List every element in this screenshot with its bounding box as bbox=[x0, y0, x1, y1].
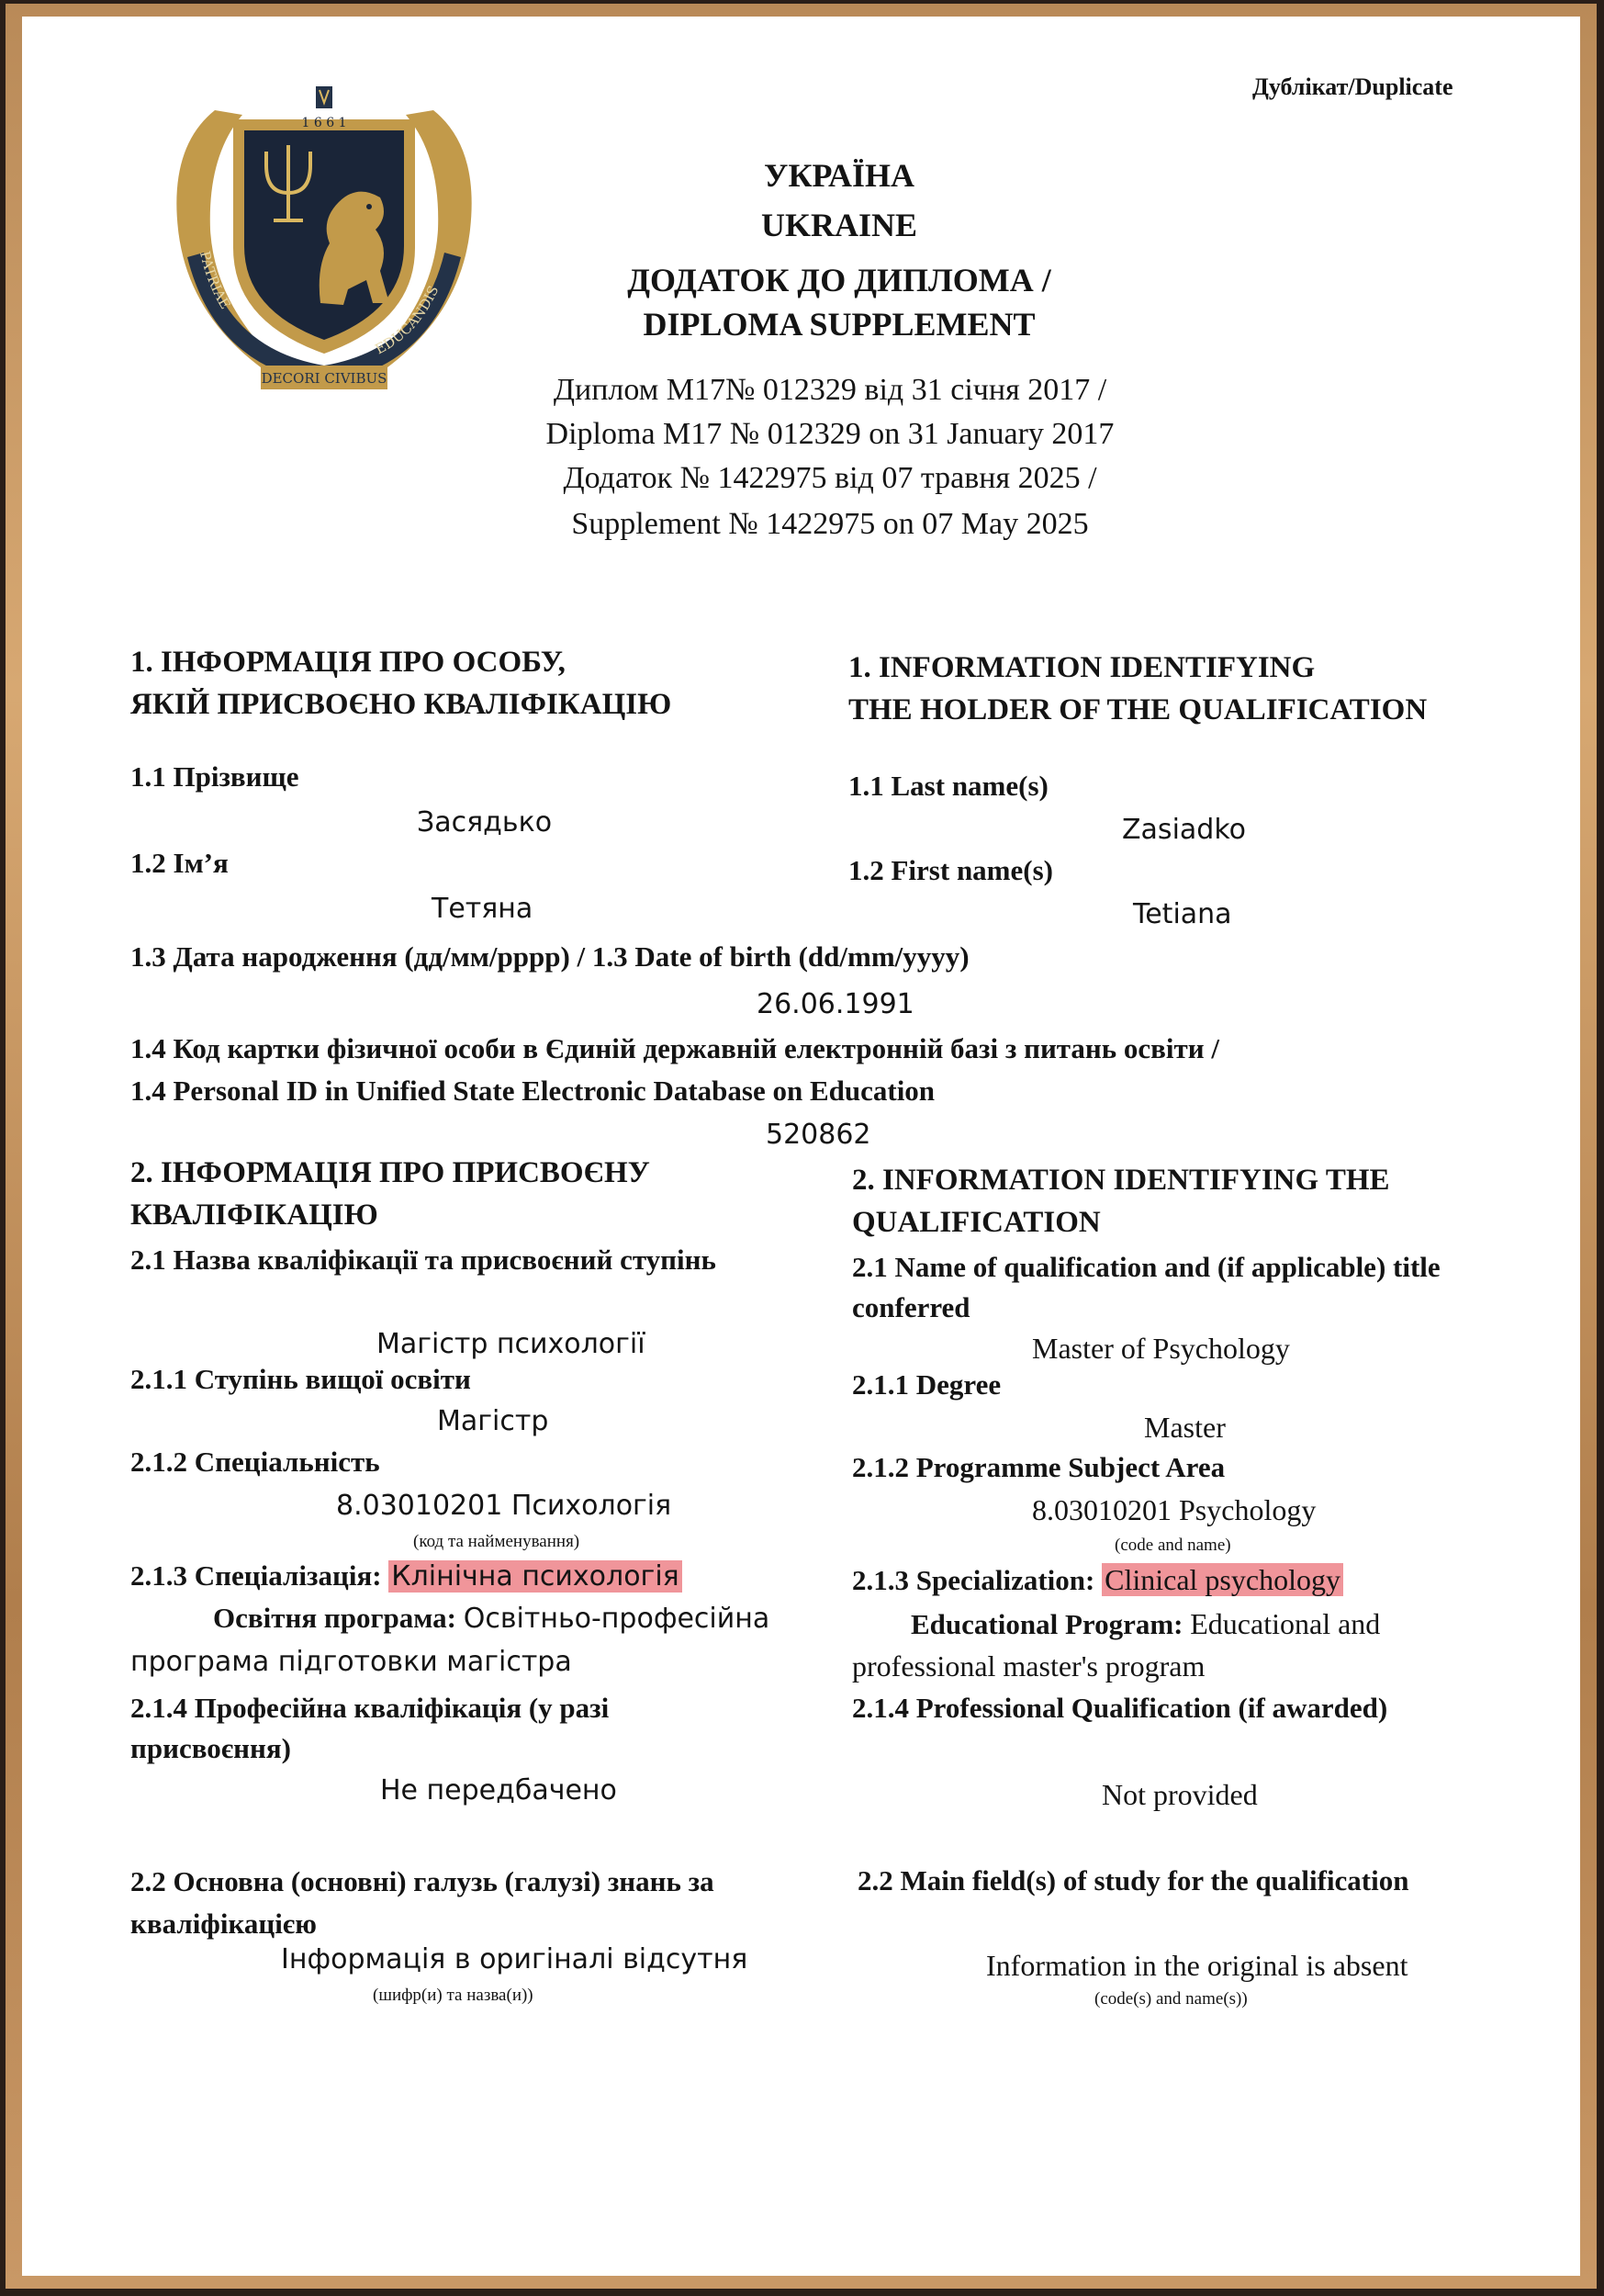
degree-label-en: 2.1.1 Degree bbox=[852, 1368, 1002, 1401]
supplement-number-uk: Додаток № 1422975 від 07 травня 2025 / bbox=[563, 461, 1097, 495]
program-en-line1: Educational and bbox=[1190, 1607, 1381, 1640]
section2-title-en-line1: 2. INFORMATION IDENTIFYING THE bbox=[852, 1164, 1390, 1197]
specialization-label-uk: 2.1.3 Спеціалізація: bbox=[130, 1559, 382, 1592]
duplicate-mark: Дублікат/Duplicate bbox=[1252, 73, 1453, 100]
field-of-study-label-uk bbox=[130, 1861, 714, 1945]
last-name-label-en: 1.1 Last name(s) bbox=[848, 770, 1049, 802]
crest-motto-center: DECORI CIVIBUS bbox=[261, 370, 387, 387]
speciality-note-uk: (код та найменування) bbox=[413, 1532, 580, 1551]
program-uk-line1: Освітньо-професійна bbox=[463, 1603, 770, 1635]
speciality-label-en: 2.1.2 Programme Subject Area bbox=[852, 1451, 1226, 1483]
personal-id: 520862 bbox=[766, 1119, 871, 1151]
section2-title-uk-line1: 2. ІНФОРМАЦІЯ ПРО ПРИСВОЄНУ bbox=[130, 1156, 650, 1189]
first-name-en: Tetiana bbox=[1133, 898, 1232, 930]
qualification-uk: Магістр психології bbox=[376, 1328, 645, 1360]
last-name-label-uk: 1.1 Прізвище bbox=[130, 760, 299, 793]
university-crest-icon bbox=[160, 73, 488, 397]
field-of-study-label-uk-line2: кваліфікацією bbox=[130, 1908, 317, 1940]
field-of-study-label-uk-line1: 2.2 Основна (основні) галузь (галузі) знань за bbox=[130, 1865, 714, 1897]
program-en-row bbox=[911, 1607, 1380, 1641]
last-name-en: Zasiadko bbox=[1122, 814, 1246, 846]
document-frame bbox=[6, 4, 1597, 2289]
specialization-en: Clinical psychology bbox=[1102, 1563, 1343, 1596]
qualification-label-uk: 2.1 Назва кваліфікації та присвоєний ступінь bbox=[130, 1244, 716, 1276]
field-of-study-en: Information in the original is absent bbox=[986, 1949, 1408, 1982]
crest-year: 1 6 6 1 bbox=[301, 116, 347, 130]
prof-qualification-en: Not provided bbox=[1102, 1778, 1258, 1811]
program-label-en: Educational Program: bbox=[911, 1608, 1183, 1640]
document-title-en: DIPLOMA SUPPLEMENT bbox=[643, 306, 1036, 343]
diploma-number-uk: Диплом М17№ 012329 від 31 січня 2017 / bbox=[553, 373, 1107, 407]
supplement-number-en: Supplement № 1422975 on 07 May 2025 bbox=[571, 507, 1089, 541]
diploma-number-en: Diploma M17 № 012329 on 31 January 2017 bbox=[545, 417, 1115, 451]
specialization-en-row bbox=[852, 1563, 1343, 1597]
personal-id-label-uk: 1.4 Код картки фізичної особи в Єдиній державній електронній базі з питань освіти / bbox=[130, 1032, 1219, 1064]
section2-title-uk bbox=[130, 1152, 650, 1236]
qualification-label-en-line1: 2.1 Name of qualification and (if applicable) title bbox=[852, 1251, 1441, 1283]
prof-qualification-label-uk-line2: присвоєння) bbox=[130, 1732, 291, 1764]
degree-label-uk: 2.1.1 Ступінь вищої освіти bbox=[130, 1363, 471, 1395]
speciality-uk: 8.03010201 Психологія bbox=[336, 1490, 672, 1522]
date-of-birth: 26.06.1991 bbox=[757, 988, 914, 1020]
program-uk-line2: програма підготовки магістра bbox=[130, 1646, 572, 1678]
date-of-birth-label: 1.3 Дата народження (дд/мм/рррр) / 1.3 Date of birth (dd/mm/yyyy) bbox=[130, 940, 970, 973]
field-of-study-note-uk: (шифр(и) та назва(и)) bbox=[373, 1986, 533, 2005]
program-uk-row bbox=[213, 1602, 769, 1635]
country-en: UKRAINE bbox=[760, 207, 917, 243]
speciality-label-uk: 2.1.2 Спеціальність bbox=[130, 1446, 380, 1478]
speciality-note-en: (code and name) bbox=[1115, 1536, 1231, 1555]
personal-id-label-en: 1.4 Personal ID in Unified State Electronic Database on Education bbox=[130, 1075, 936, 1107]
crest-motto-left: PATRIAE bbox=[196, 249, 234, 312]
qualification-label-en-line2: conferred bbox=[852, 1291, 970, 1323]
qualification-en: Master of Psychology bbox=[1032, 1332, 1290, 1365]
crest-motto-right: EDUCANDIS bbox=[372, 283, 443, 358]
degree-en: Master bbox=[1144, 1411, 1226, 1444]
section1-title-uk bbox=[130, 641, 671, 726]
country-uk: УКРАЇНА bbox=[764, 157, 914, 194]
section2-title-uk-line2: КВАЛІФІКАЦІЮ bbox=[130, 1199, 378, 1232]
prof-qualification-label-uk bbox=[130, 1688, 609, 1769]
field-of-study-uk: Інформація в оригіналі відсутня bbox=[281, 1943, 748, 1975]
program-label-uk: Освітня програма: bbox=[213, 1602, 456, 1634]
section1-title-en-line2: THE HOLDER OF THE QUALIFICATION bbox=[848, 693, 1428, 726]
section2-title-en bbox=[852, 1159, 1390, 1244]
field-of-study-note-en: (code(s) and name(s)) bbox=[1094, 1989, 1248, 2009]
document-title-uk: ДОДАТОК ДО ДИПЛОМА / bbox=[627, 262, 1051, 298]
diploma-supplement-page bbox=[22, 17, 1580, 2276]
section1-title-en bbox=[848, 647, 1427, 731]
specialization-label-en: 2.1.3 Specialization: bbox=[852, 1564, 1095, 1596]
prof-qualification-label-uk-line1: 2.1.4 Професійна кваліфікація (у разі bbox=[130, 1692, 610, 1724]
specialization-uk: Клінічна психологія bbox=[388, 1560, 681, 1593]
section1-title-uk-line1: 1. ІНФОРМАЦІЯ ПРО ОСОБУ, bbox=[130, 646, 566, 679]
section1-title-en-line1: 1. INFORMATION IDENTIFYING bbox=[848, 651, 1316, 684]
program-en-line2: professional master's program bbox=[852, 1649, 1206, 1683]
degree-uk: Магістр bbox=[437, 1405, 549, 1437]
first-name-label-uk: 1.2 Ім’я bbox=[130, 847, 229, 879]
prof-qualification-label-en: 2.1.4 Professional Qualification (if awarded) bbox=[852, 1692, 1388, 1724]
section1-title-uk-line2: ЯКІЙ ПРИСВОЄНО КВАЛІФІКАЦІЮ bbox=[130, 688, 672, 721]
prof-qualification-uk: Не передбачено bbox=[380, 1774, 617, 1806]
section2-title-en-line2: QUALIFICATION bbox=[852, 1206, 1101, 1239]
field-of-study-label-en: 2.2 Main field(s) of study for the qualification bbox=[858, 1864, 1409, 1896]
last-name-uk: Засядько bbox=[417, 806, 553, 838]
first-name-label-en: 1.2 First name(s) bbox=[848, 854, 1053, 886]
qualification-label-en bbox=[852, 1247, 1441, 1328]
first-name-uk: Тетяна bbox=[432, 893, 533, 925]
speciality-en: 8.03010201 Psychology bbox=[1032, 1493, 1317, 1526]
specialization-uk-row bbox=[130, 1559, 682, 1593]
